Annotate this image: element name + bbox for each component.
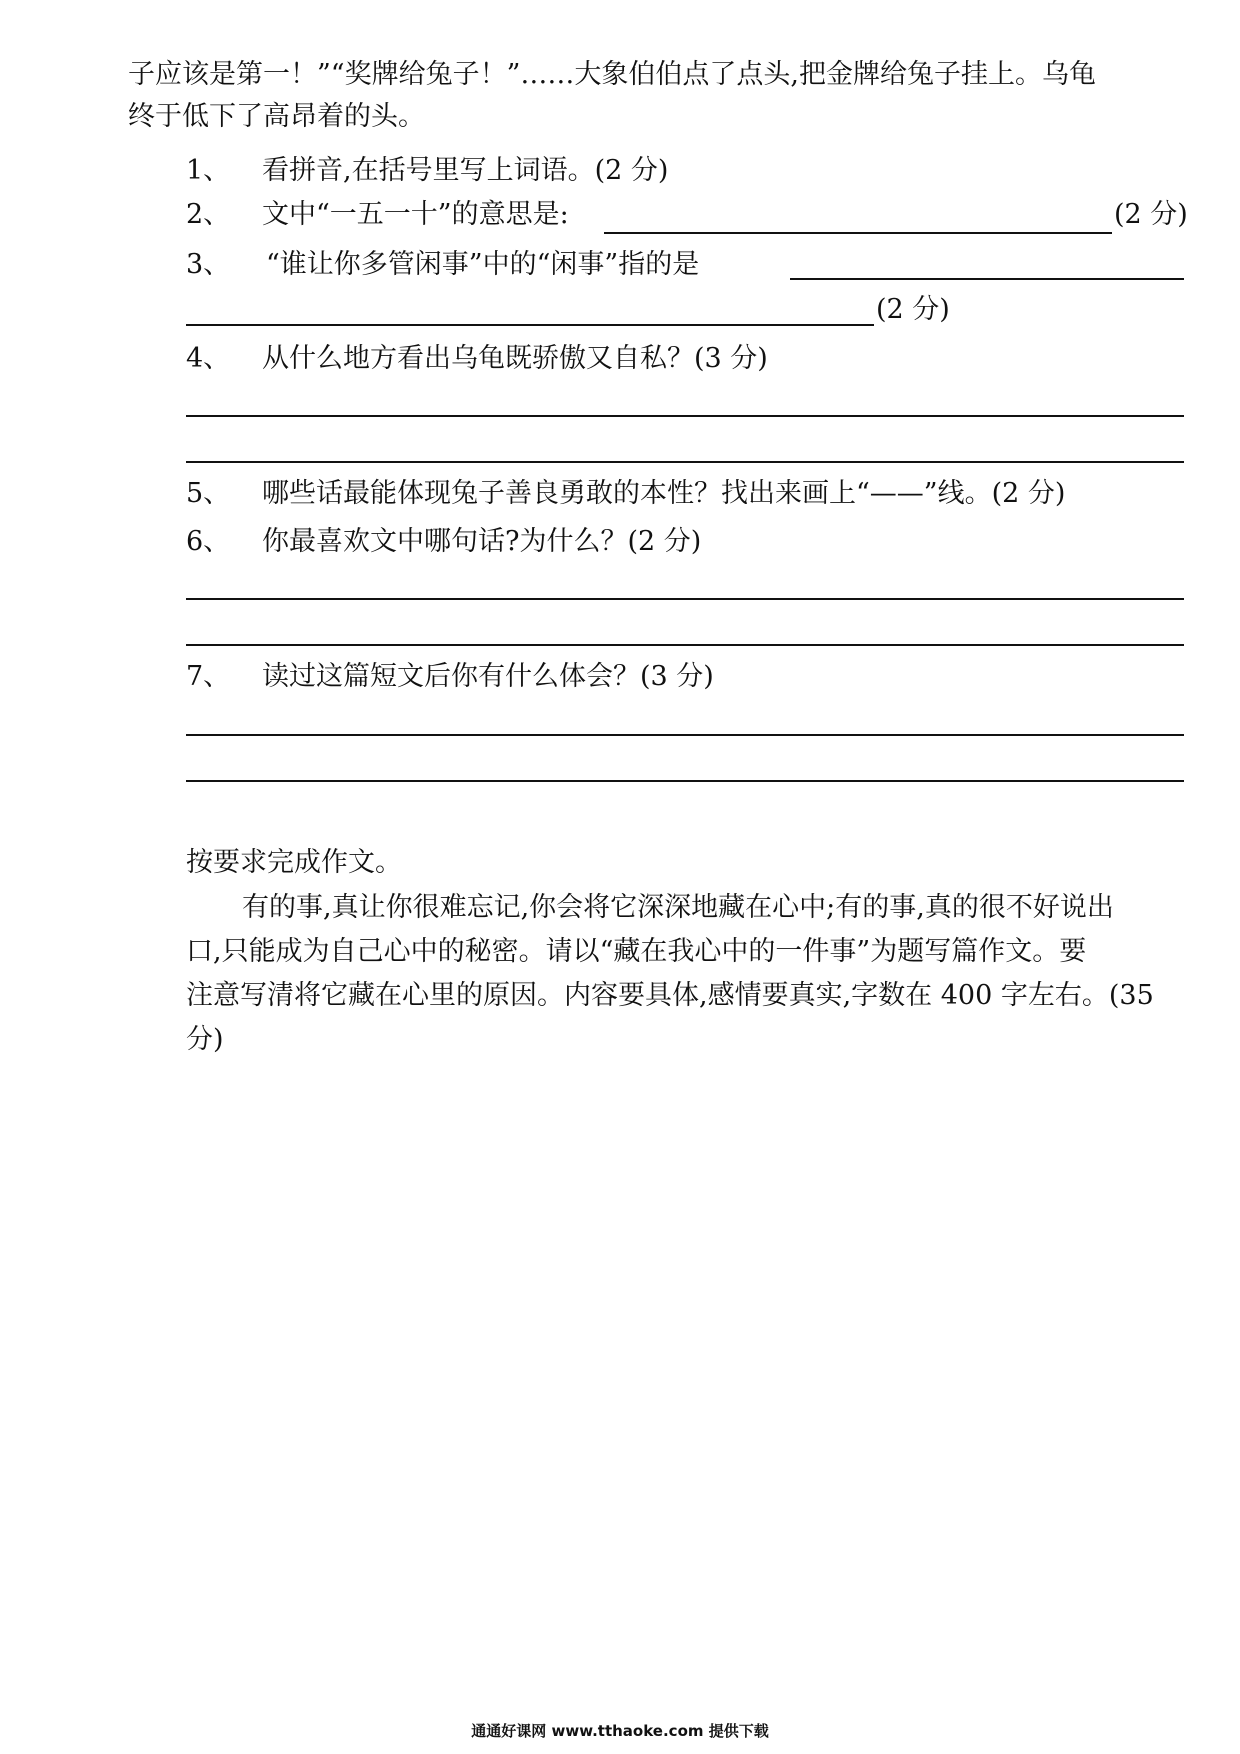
- answer-line-6a[interactable]: [186, 598, 1184, 600]
- passage-line-1: 子应该是第一！”“奖牌给兔子！”……大象伯伯点了点头,把金牌给兔子挂上。乌龟: [128, 59, 1096, 90]
- composition-line-1: 有的事,真让你很难忘记,你会将它深深地藏在心中;有的事,真的很不好说出: [242, 892, 1114, 923]
- question-number-2: 2、: [186, 199, 231, 230]
- footer-source: 通通好课网 www.tthaoke.com 提供下载: [471, 1722, 769, 1740]
- question-number-6: 6、: [186, 526, 231, 557]
- answer-line-4b[interactable]: [186, 461, 1184, 463]
- composition-line-3: 注意写清将它藏在心里的原因。内容要具体,感情要真实,字数在 400 字左右。(35: [186, 980, 1154, 1011]
- question-number-5: 5、: [186, 478, 231, 509]
- answer-line-3a[interactable]: [790, 278, 1184, 280]
- answer-line-6b[interactable]: [186, 644, 1184, 646]
- passage-line-2: 终于低下了高昂着的头。: [128, 101, 425, 132]
- answer-line-2[interactable]: [604, 232, 1112, 234]
- question-number-1: 1、: [186, 155, 231, 186]
- answer-line-3b[interactable]: [186, 324, 874, 326]
- question-text-5: 哪些话最能体现兔子善良勇敢的本性？找出来画上“——”线。(2 分): [262, 478, 1066, 509]
- composition-heading: 按要求完成作文。: [186, 847, 402, 878]
- question-text-6: 你最喜欢文中哪句话?为什么？(2 分): [262, 526, 702, 557]
- question-number-4: 4、: [186, 343, 231, 374]
- question-score-2: (2 分): [1114, 199, 1188, 230]
- composition-line-4: 分): [186, 1024, 224, 1055]
- question-text-3: “谁让你多管闲事”中的“闲事”指的是: [266, 249, 700, 280]
- question-text-2: 文中“一五一十”的意思是:: [262, 199, 569, 230]
- question-score-3: (2 分): [876, 294, 950, 325]
- question-number-7: 7、: [186, 661, 231, 692]
- answer-line-4a[interactable]: [186, 415, 1184, 417]
- answer-line-7a[interactable]: [186, 734, 1184, 736]
- question-text-1: 看拼音,在括号里写上词语。(2 分): [262, 155, 669, 186]
- question-text-7: 读过这篇短文后你有什么体会？(3 分): [262, 661, 714, 692]
- question-text-4: 从什么地方看出乌龟既骄傲又自私？(3 分): [262, 343, 768, 374]
- question-number-3: 3、: [186, 249, 231, 280]
- composition-line-2: 口,只能成为自己心中的秘密。请以“藏在我心中的一件事”为题写篇作文。要: [186, 936, 1087, 967]
- answer-line-7b[interactable]: [186, 780, 1184, 782]
